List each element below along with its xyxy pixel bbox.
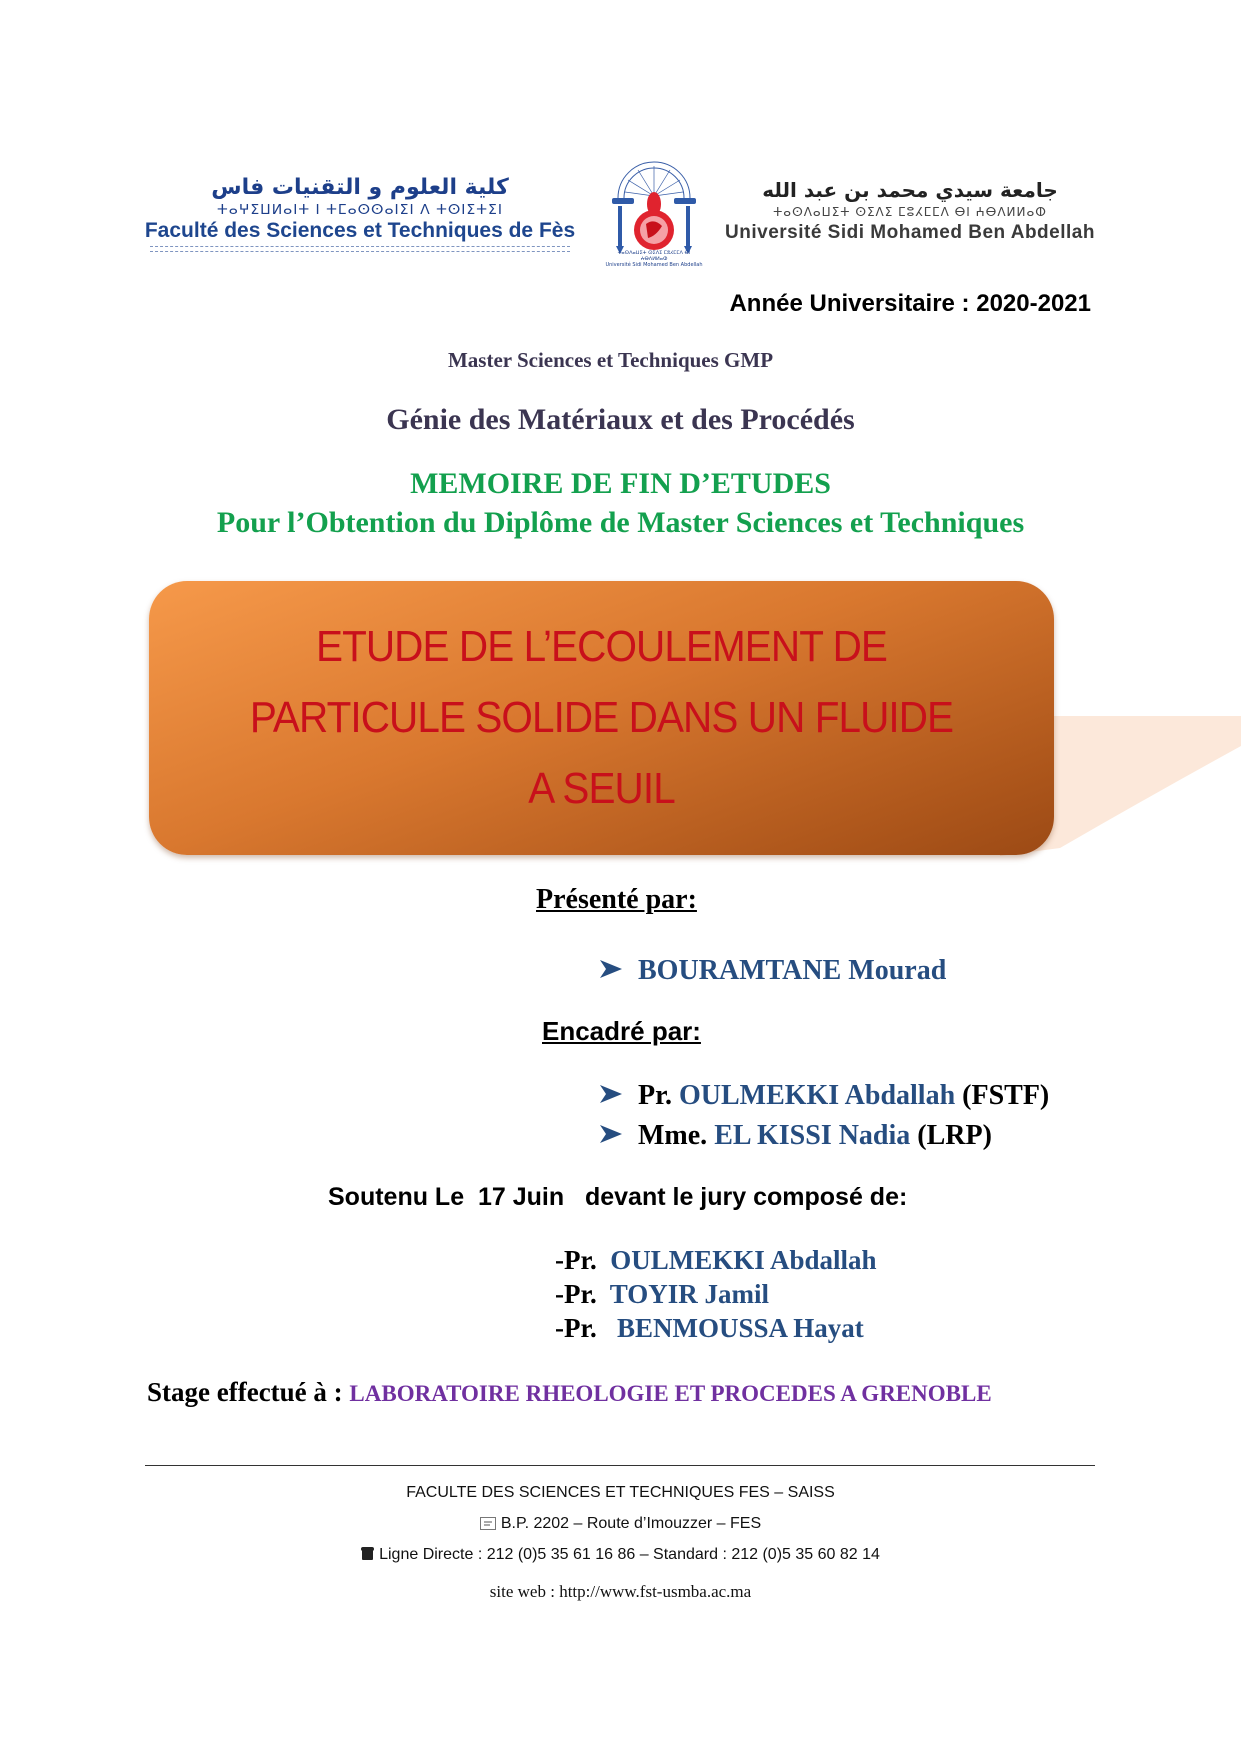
university-emblem-icon [608, 148, 700, 263]
footer-address: B.P. 2202 – Route d’Imouzzer – FES [0, 1515, 1241, 1533]
jury-member-name: BENMOUSSA Hayat [617, 1313, 864, 1343]
thesis-title: ETUDE DE L’ECOULEMENT DE PARTICULE SOLIDE DANS UN FLUIDE A SEUIL [249, 622, 954, 813]
specialty-name: Génie des Matériaux et des Procédés [386, 403, 855, 436]
logo-divider [150, 246, 570, 252]
footer-phone: Ligne Directe : 212 (0)5 35 61 16 86 – Standard : 212 (0)5 35 60 82 14 [0, 1546, 1241, 1564]
presented-by-label: Présenté par: [536, 884, 697, 915]
internship-place: LABORATOIRE RHEOLOGIE ET PROCEDES A GRENOBLE [349, 1381, 992, 1406]
program-name: Master Sciences et Techniques GMP [447, 348, 774, 372]
jury-member: -Pr. TOYIR Jamil [555, 1279, 770, 1309]
emblem-caption: ⵜⴰⵙⴷⴰⵡⵉⵜ ⵙⵉⴷⵉ ⵎⵓⵃⵎⵎⴷ ⴱⵏ ⵄⴱⴷⵍⵍⴰⵀ Université Sidi Mohamed Ben Abdellah [605, 250, 703, 268]
supervisor-title: Mme. [638, 1120, 708, 1151]
internship-label: Stage effectué à : [147, 1377, 350, 1407]
thesis-type: MEMOIRE DE FIN D’ETUDES [410, 467, 831, 500]
mailbox-icon [480, 1517, 496, 1530]
jury-member-name: OULMEKKI Abdallah [610, 1245, 877, 1275]
footer-institution: FACULTE DES SCIENCES ET TECHNIQUES FES – SAISS [406, 1484, 835, 1501]
arrow-bullet-icon [598, 958, 624, 980]
footer-website[interactable]: site web : http://www.fst-usmba.ac.ma [489, 1582, 752, 1601]
defense-statement: Soutenu Le 17 Juin devant le jury composé de: [328, 1183, 908, 1211]
usmba-arabic-name: جامعة سيدي محمد بن عبد الله [762, 178, 1058, 202]
fst-arabic-name: كلية العلوم و التقنيات فاس [211, 175, 509, 200]
jury-member: -Pr. BENMOUSSA Hayat [555, 1313, 864, 1343]
supervised-by-label: Encadré par: [542, 1016, 701, 1046]
telephone-icon [361, 1546, 374, 1561]
supervisor-item [598, 1080, 1049, 1112]
usmba-logo [725, 177, 1095, 245]
internship-line [147, 1377, 992, 1408]
footer-divider [145, 1465, 1095, 1466]
jury-member-name: TOYIR Jamil [609, 1279, 770, 1309]
usmba-french-name: Université Sidi Mohamed Ben Abdellah [725, 222, 1095, 243]
arrow-bullet-icon [598, 1123, 624, 1145]
jury-member: -Pr. OULMEKKI Abdallah [555, 1245, 877, 1275]
fst-french-name: Faculté des Sciences et Techniques de Fès [144, 219, 576, 242]
supervisor-name: OULMEKKI Abdallah [678, 1080, 956, 1111]
supervisor-name: EL KISSI Nadia [714, 1120, 911, 1151]
supervisor-item [598, 1120, 992, 1152]
arrow-bullet-icon [598, 1083, 624, 1105]
academic-year: Année Universitaire : 2020-2021 [729, 290, 1091, 317]
author-name: BOURAMTANE Mourad [638, 955, 947, 986]
supervisor-affiliation: (LRP) [910, 1120, 992, 1151]
supervisor-affiliation: (FSTF) [962, 1080, 1050, 1111]
author-item [598, 955, 946, 987]
fst-fes-logo [140, 175, 580, 252]
usmba-tifinagh-name: ⵜⴰⵙⴷⴰⵡⵉⵜ ⵙⵉⴷⵉ ⵎⵓⵃⵎⵎⴷ ⴱⵏ ⵄⴱⴷⵍⵍⴰⵀ [773, 205, 1047, 219]
supervisor-title: Pr. [638, 1080, 672, 1111]
thesis-title-box [149, 581, 1054, 855]
fst-tifinagh-name: ⵜⴰⵖⵉⵡⵍⴰⵏⵜ ⵏ ⵜⵎⴰⵙⵙⴰⵏⵉⵏ ⴷ ⵜⵙⵏⵉⵜⵉⵏ [217, 202, 503, 218]
diploma-line: Pour l’Obtention du Diplôme de Master Sciences et Techniques [216, 506, 1025, 539]
